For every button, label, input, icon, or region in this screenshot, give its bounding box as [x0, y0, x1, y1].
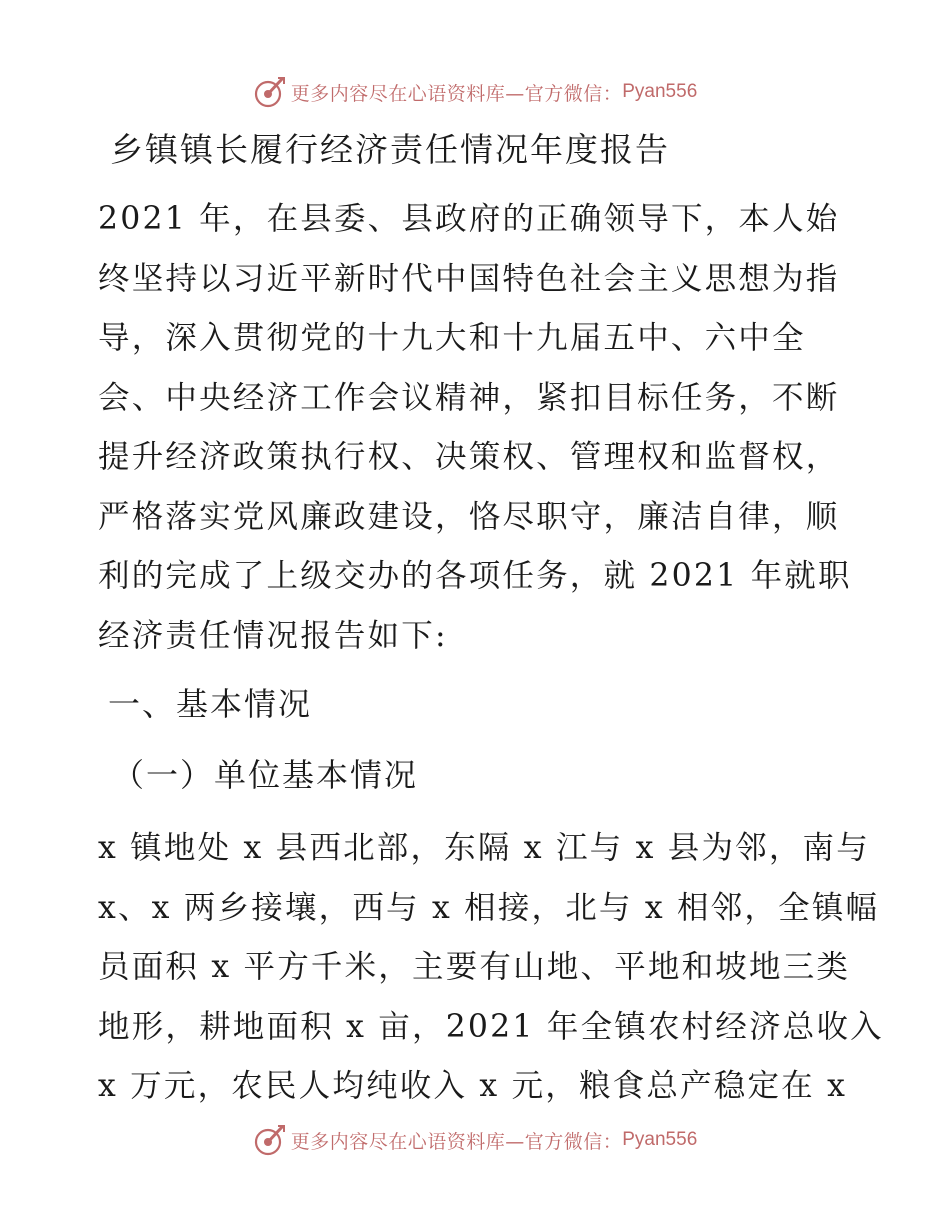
footer-watermark — [0, 1120, 950, 1160]
watermark-wechat-id: Pyan556 — [622, 81, 698, 102]
paragraph-line: 经济责任情况报告如下: — [98, 617, 448, 654]
paragraph-line: x 镇地处 x 县西北部，东隔 x 江与 x 县为邻，南与 — [98, 830, 870, 866]
paragraph-line: 严格落实党风廉政建设，恪尽职守，廉洁自律，顺 — [98, 498, 840, 535]
pen-logo-icon — [253, 75, 287, 109]
paragraph-line: 会、中央经济工作会议精神，紧扣目标任务，不断 — [98, 379, 840, 416]
paragraph-line: x、x 两乡接壤，西与 x 相接，北与 x 相邻，全镇幅 — [98, 889, 880, 926]
header-watermark — [0, 72, 950, 112]
subsection-heading: （一）单位基本情况 — [112, 756, 419, 794]
paragraph-line: 导，深入贯彻党的十九大和十九届五中、六中全 — [98, 320, 806, 356]
paragraph-line: x 万元，农民人均纯收入 x 元，粮食总产稳定在 x — [98, 1068, 848, 1104]
paragraph-line: 提升经济政策执行权、决策权、管理权和监督权， — [98, 439, 840, 475]
paragraph-line: 利的完成了上级交办的各项任务，就 2021 年就职 — [98, 558, 852, 594]
intro-paragraph — [98, 190, 858, 666]
paragraph-line: 2021 年，在县委、县政府的正确领导下，本人始 — [98, 201, 840, 237]
watermark-wechat-id: Pyan556 — [622, 1129, 698, 1150]
watermark-text: 更多内容尽在心语资料库—官方微信： — [290, 82, 623, 105]
section-heading: 一、基本情况 — [108, 685, 313, 723]
paragraph-line: 地形，耕地面积 x 亩，2021 年全镇农村经济总收入 — [98, 1008, 884, 1045]
body-paragraph — [98, 819, 884, 1117]
pen-logo-icon — [253, 1123, 287, 1157]
document-title: 乡镇镇长履行经济责任情况年度报告 — [110, 130, 670, 169]
paragraph-line: 员面积 x 平方千米，主要有山地、平地和坡地三类 — [98, 949, 851, 985]
paragraph-line: 终坚持以习近平新时代中国特色社会主义思想为指 — [98, 260, 840, 297]
watermark-text: 更多内容尽在心语资料库—官方微信： — [290, 1130, 623, 1153]
